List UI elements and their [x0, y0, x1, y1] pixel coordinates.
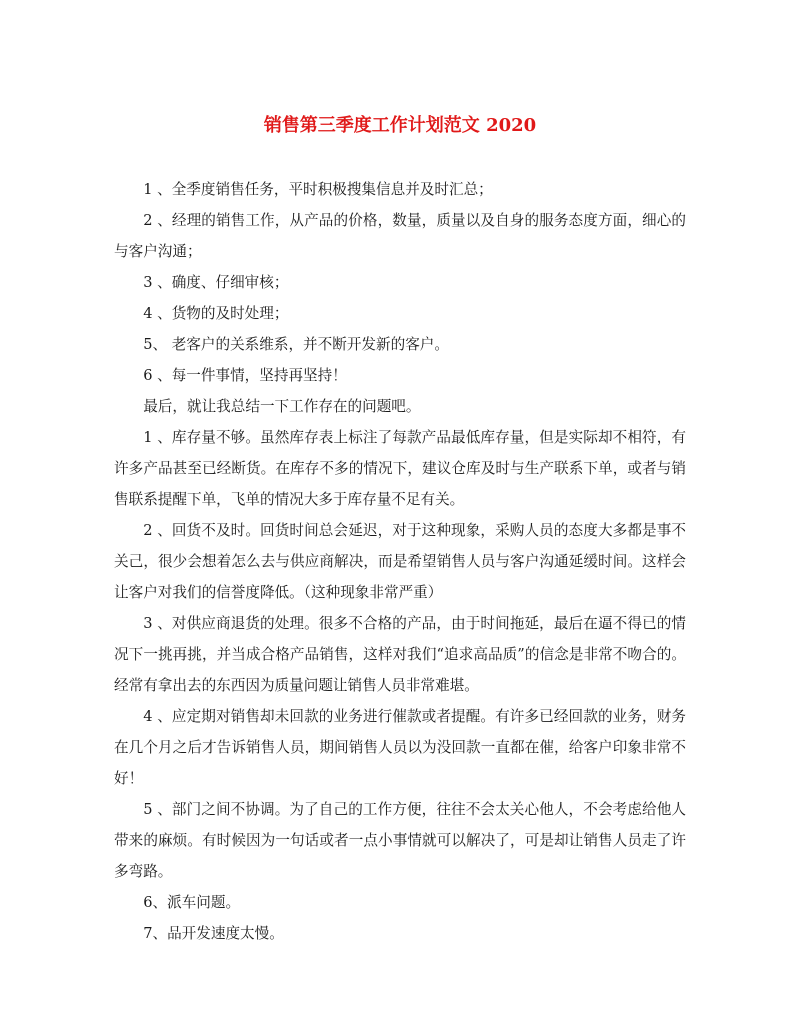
paragraph: 4 、货物的及时处理；	[143, 305, 289, 322]
paragraph: 3 、对供应商退货的处理。很多不合格的产品，由于时间拖延，最后在逼不得已的情况下一挑再挑，并当成合格产品销售，这样对我们“追求高品质”的信念是非常不吻合的。经常有拿出去的东西因为质量问题让销售人员非常难堪。	[114, 615, 686, 694]
paragraph: 6、派车问题。	[143, 894, 241, 911]
paragraph: 2 、经理的销售工作，从产品的价格，数量，质量以及自身的服务态度方面，细心的与客户沟通；	[114, 212, 686, 260]
paragraph: 5、 老客户的关系维系，并不断开发新的客户。	[143, 336, 449, 353]
paragraph: 2 、回货不及时。回货时间总会延迟，对于这种现象，采购人员的态度大多都是事不关己，很少会想着怎么去与供应商解决，而是希望销售人员与客户沟通延缓时间。这样会让客户对我们的信誉度降低。（这种现象非常严重）	[114, 522, 686, 601]
paragraph: 7、品开发速度太慢。	[143, 925, 284, 942]
paragraph: 3 、确度、仔细审核；	[143, 274, 289, 291]
document-body	[114, 174, 686, 949]
paragraph: 1 、全季度销售任务，平时积极搜集信息并及时汇总；	[143, 181, 493, 198]
document-title: 销售第三季度工作计划范文 2020	[263, 115, 537, 136]
paragraph: 5 、部门之间不协调。为了自己的工作方便，往往不会太关心他人，不会考虑给他人带来的麻烦。有时候因为一句话或者一点小事情就可以解决了，可是却让销售人员走了许多弯路。	[114, 801, 686, 880]
paragraph: 6 、每一件事情，坚持再坚持！	[143, 367, 347, 384]
paragraph: 1 、库存量不够。虽然库存表上标注了每款产品最低库存量，但是实际却不相符，有许多产品甚至已经断货。在库存不多的情况下，建议仓库及时与生产联系下单，或者与销售联系提醒下单，飞单的情况大多于库存量不足有关。	[114, 429, 686, 508]
paragraph: 4 、应定期对销售却未回款的业务进行催款或者提醒。有许多已经回款的业务，财务在几个月之后才告诉销售人员，期间销售人员以为没回款一直都在催，给客户印象非常不好！	[114, 708, 686, 787]
paragraph: 最后，就让我总结一下工作存在的问题吧。	[143, 398, 421, 415]
